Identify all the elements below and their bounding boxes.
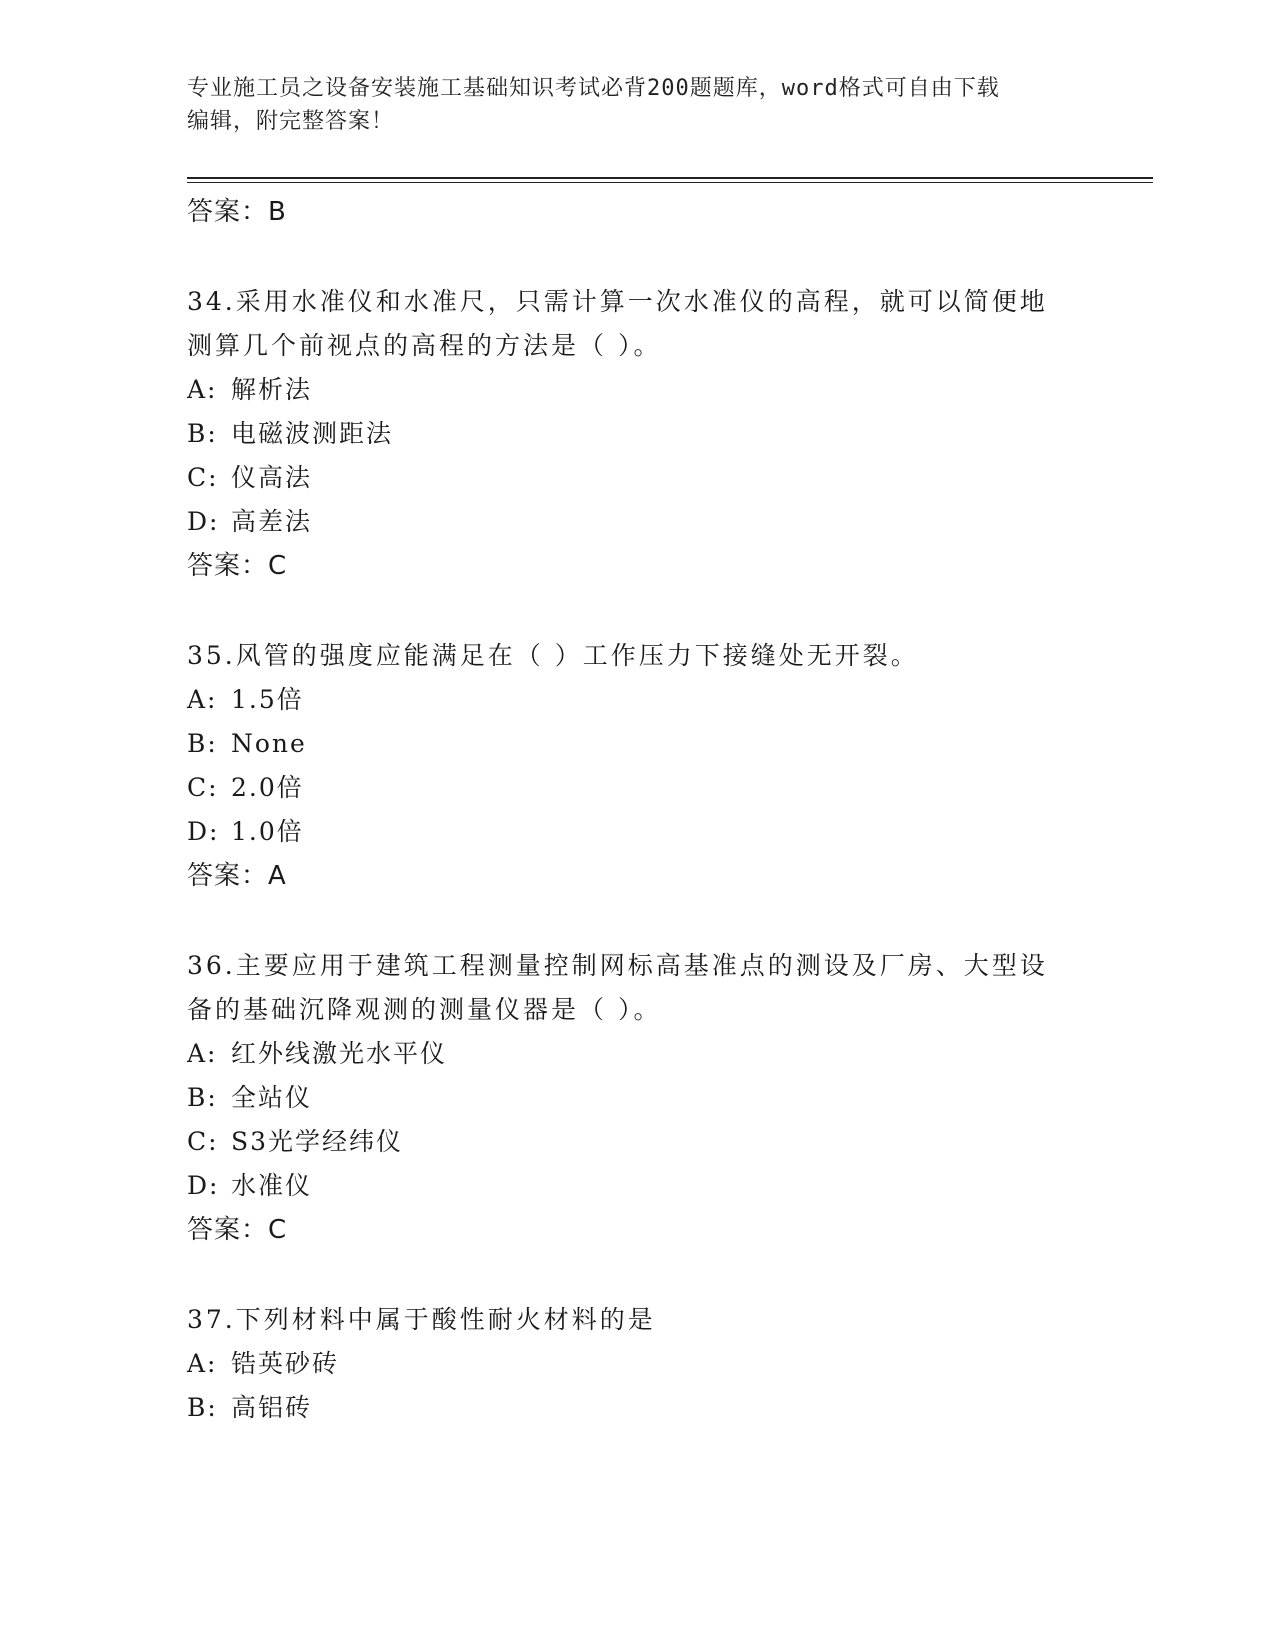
option-text: 水准仪 (231, 1171, 313, 1200)
header-divider-thin (187, 182, 1153, 183)
option-text: 解析法 (231, 375, 313, 404)
question-text-line-1: 35.风管的强度应能满足在（ ）工作压力下接缝处无开裂。 (187, 641, 919, 670)
option-letter: B: (187, 1393, 218, 1422)
previous-answer: 答案：B (187, 197, 287, 227)
question-text-line-2: 备的基础沉降观测的测量仪器是（ ）。 (187, 995, 662, 1024)
option-letter: C: (187, 1127, 219, 1156)
option-letter: A: (187, 685, 218, 714)
option-text: 高差法 (231, 507, 313, 536)
option-text: 电磁波测距法 (231, 419, 394, 448)
option-d (187, 500, 1087, 544)
question-text-line-2: 测算几个前视点的高程的方法是（ ）。 (187, 331, 662, 360)
option-a (187, 678, 1087, 722)
header-divider-thick (187, 177, 1153, 179)
option-letter: D: (187, 817, 220, 846)
option-b (187, 412, 1087, 456)
question-text-line-1: 37.下列材料中属于酸性耐火材料的是 (187, 1305, 656, 1334)
option-letter: B: (187, 729, 218, 758)
question-35 (187, 634, 1087, 898)
option-letter: D: (187, 507, 220, 536)
option-text: 1.0倍 (231, 817, 304, 846)
option-text: 红外线激光水平仪 (231, 1039, 448, 1068)
option-b (187, 1386, 1087, 1430)
option-text: None (231, 729, 307, 758)
answer-line: 答案：C (187, 551, 288, 581)
option-letter: B: (187, 419, 218, 448)
option-text: 锆英砂砖 (231, 1349, 340, 1378)
option-text: 全站仪 (231, 1083, 313, 1112)
header-title-line-1: 专业施工员之设备安装施工基础知识考试必背200题题库，word格式可自由下载 (187, 76, 1000, 101)
question-36 (187, 944, 1087, 1252)
answer-line: 答案：C (187, 1215, 288, 1245)
question-37 (187, 1298, 1087, 1430)
option-letter: A: (187, 375, 218, 404)
option-a (187, 1342, 1087, 1386)
option-letter: B: (187, 1083, 218, 1112)
option-letter: C: (187, 773, 219, 802)
question-34 (187, 280, 1087, 588)
option-letter: A: (187, 1349, 218, 1378)
option-text: 1.5倍 (231, 685, 304, 714)
question-list (187, 190, 1087, 1430)
option-c (187, 456, 1087, 500)
option-text: 高铝砖 (231, 1393, 313, 1422)
option-d (187, 810, 1087, 854)
option-d (187, 1164, 1087, 1208)
option-text: 仪高法 (231, 463, 313, 492)
option-a (187, 368, 1087, 412)
option-letter: D: (187, 1171, 220, 1200)
header-title-line-2: 编辑，附完整答案！ (187, 109, 395, 134)
question-text-line-1: 36.主要应用于建筑工程测量控制网标高基准点的测设及厂房、大型设 (187, 951, 1048, 980)
page-header (187, 72, 1067, 138)
option-letter: C: (187, 463, 219, 492)
option-a (187, 1032, 1087, 1076)
option-text: 2.0倍 (231, 773, 304, 802)
option-text: S3光学经纬仪 (231, 1127, 404, 1156)
option-c (187, 766, 1087, 810)
answer-line: 答案：A (187, 861, 287, 891)
option-letter: A: (187, 1039, 218, 1068)
option-b (187, 722, 1087, 766)
option-b (187, 1076, 1087, 1120)
question-text-line-1: 34.采用水准仪和水准尺，只需计算一次水准仪的高程，就可以简便地 (187, 287, 1048, 316)
option-c (187, 1120, 1087, 1164)
